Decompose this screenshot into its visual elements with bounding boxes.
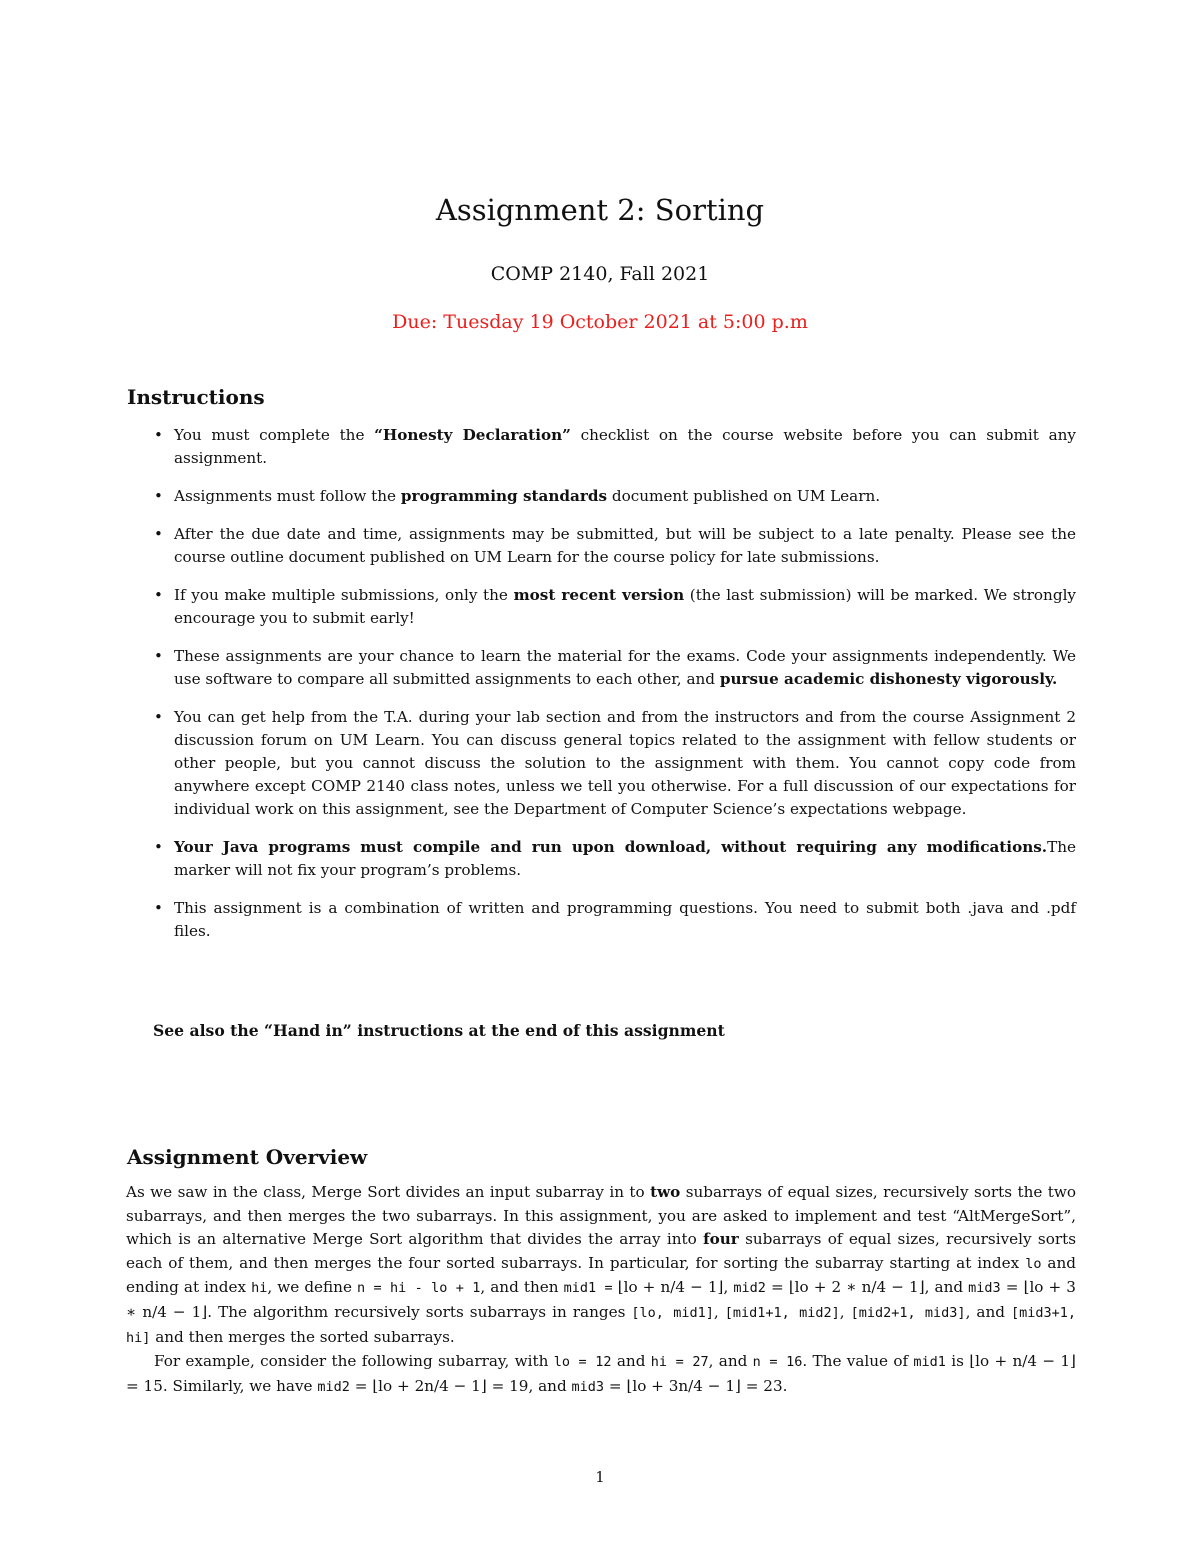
overview-paragraph: As we saw in the class, Merge Sort divides an input subarray in to two subarrays of equal sizes, recursively sorts the two subarrays, and then merges the two subarrays. In this assignment, you are asked to implement and test “AltMergeSort”, which is an alternative Merge Sort algorithm that divides the array into four subarrays of equal sizes, recursively sorts each of them, and then merges the four sorted subarrays. In particular, for sorting the subarray starting at index lo and ending at index hi, we define n = hi - lo + 1, and then mid1 = ⌊lo + n/4 − 1⌋, mid2 = ⌊lo + 2 ∗ n/4 − 1⌋, and mid3 = ⌊lo + 3 ∗ n/4 − 1⌋. The algorithm recursively sorts subarrays in ranges [lo, mid1], [mid1+1, mid2], [mid2+1, mid3], and [mid3+1, hi] and then merges the sorted subarrays.	[126, 1183, 1077, 1346]
list-item: • You can get help from the T.A. during your lab section and from the instructors and from the course Assignment 2 discussion forum on UM Learn. You can discuss general topics related to the assignment with fellow students or other people, but you cannot discuss the solution to the assignment with them. You cannot copy code from anywhere except COMP 2140 class notes, unless we tell you otherwise. For a full discussion of our expectations for individual work on this assignment, see the Department of Computer Science’s expectations webpage.	[154, 708, 1076, 818]
bullet-icon: •	[154, 838, 163, 856]
bullet-icon: •	[154, 525, 163, 543]
list-item: • If you make multiple submissions, only the most recent version (the last submission) will be marked. We strongly encourage you to submit early!	[154, 586, 1077, 627]
page-title: Assignment 2: Sorting	[435, 193, 765, 227]
bullet-icon: •	[154, 647, 163, 665]
bullet-icon: •	[154, 586, 163, 604]
list-item: • Your Java programs must compile and run upon download, without requiring any modifications.The marker will not fix your program’s problems.	[154, 838, 1076, 879]
bullet-icon: •	[154, 426, 163, 444]
bullet-icon: •	[154, 899, 163, 917]
due-date: Due: Tuesday 19 October 2021 at 5:00 p.m	[392, 311, 808, 333]
overview-heading: Assignment Overview	[127, 1145, 368, 1169]
course-subtitle: COMP 2140, Fall 2021	[490, 263, 710, 285]
page-number: 1	[595, 1468, 605, 1486]
list-item: • This assignment is a combination of written and programming questions. You need to submit both .java and .pdf files.	[154, 899, 1076, 940]
list-item: • After the due date and time, assignments may be submitted, but will be subject to a late penalty. Please see the course outline document published on UM Learn for the course policy for late submissions.	[154, 525, 1076, 566]
instructions-heading: Instructions	[127, 385, 265, 409]
list-item: • These assignments are your chance to learn the material for the exams. Code your assignments independently. We use software to compare all submitted assignments to each other, and pursue academic dishonesty vigorously.	[154, 647, 1076, 688]
list-item: • Assignments must follow the programming standards document published on UM Learn.	[152, 485, 1076, 508]
bullet-icon: •	[154, 708, 163, 726]
list-item: • You must complete the “Honesty Declaration” checklist on the course website before you can submit any assignment.	[154, 426, 1076, 467]
bullet-icon: •	[154, 487, 163, 505]
overview-body	[126, 1181, 1076, 1399]
see-also-note: See also the “Hand in” instructions at the end of this assignment	[153, 1021, 725, 1040]
example-paragraph: For example, consider the following subarray, with lo = 12 and hi = 27, and n = 16. The value of mid1 is ⌊lo + n/4 − 1⌋ = 15. Similarly, we have mid2 = ⌊lo + 2n/4 − 1⌋ = 19, and mid3 = ⌊lo + 3n/4 − 1⌋ = 23.	[126, 1352, 1076, 1395]
instructions-list	[152, 424, 1076, 958]
